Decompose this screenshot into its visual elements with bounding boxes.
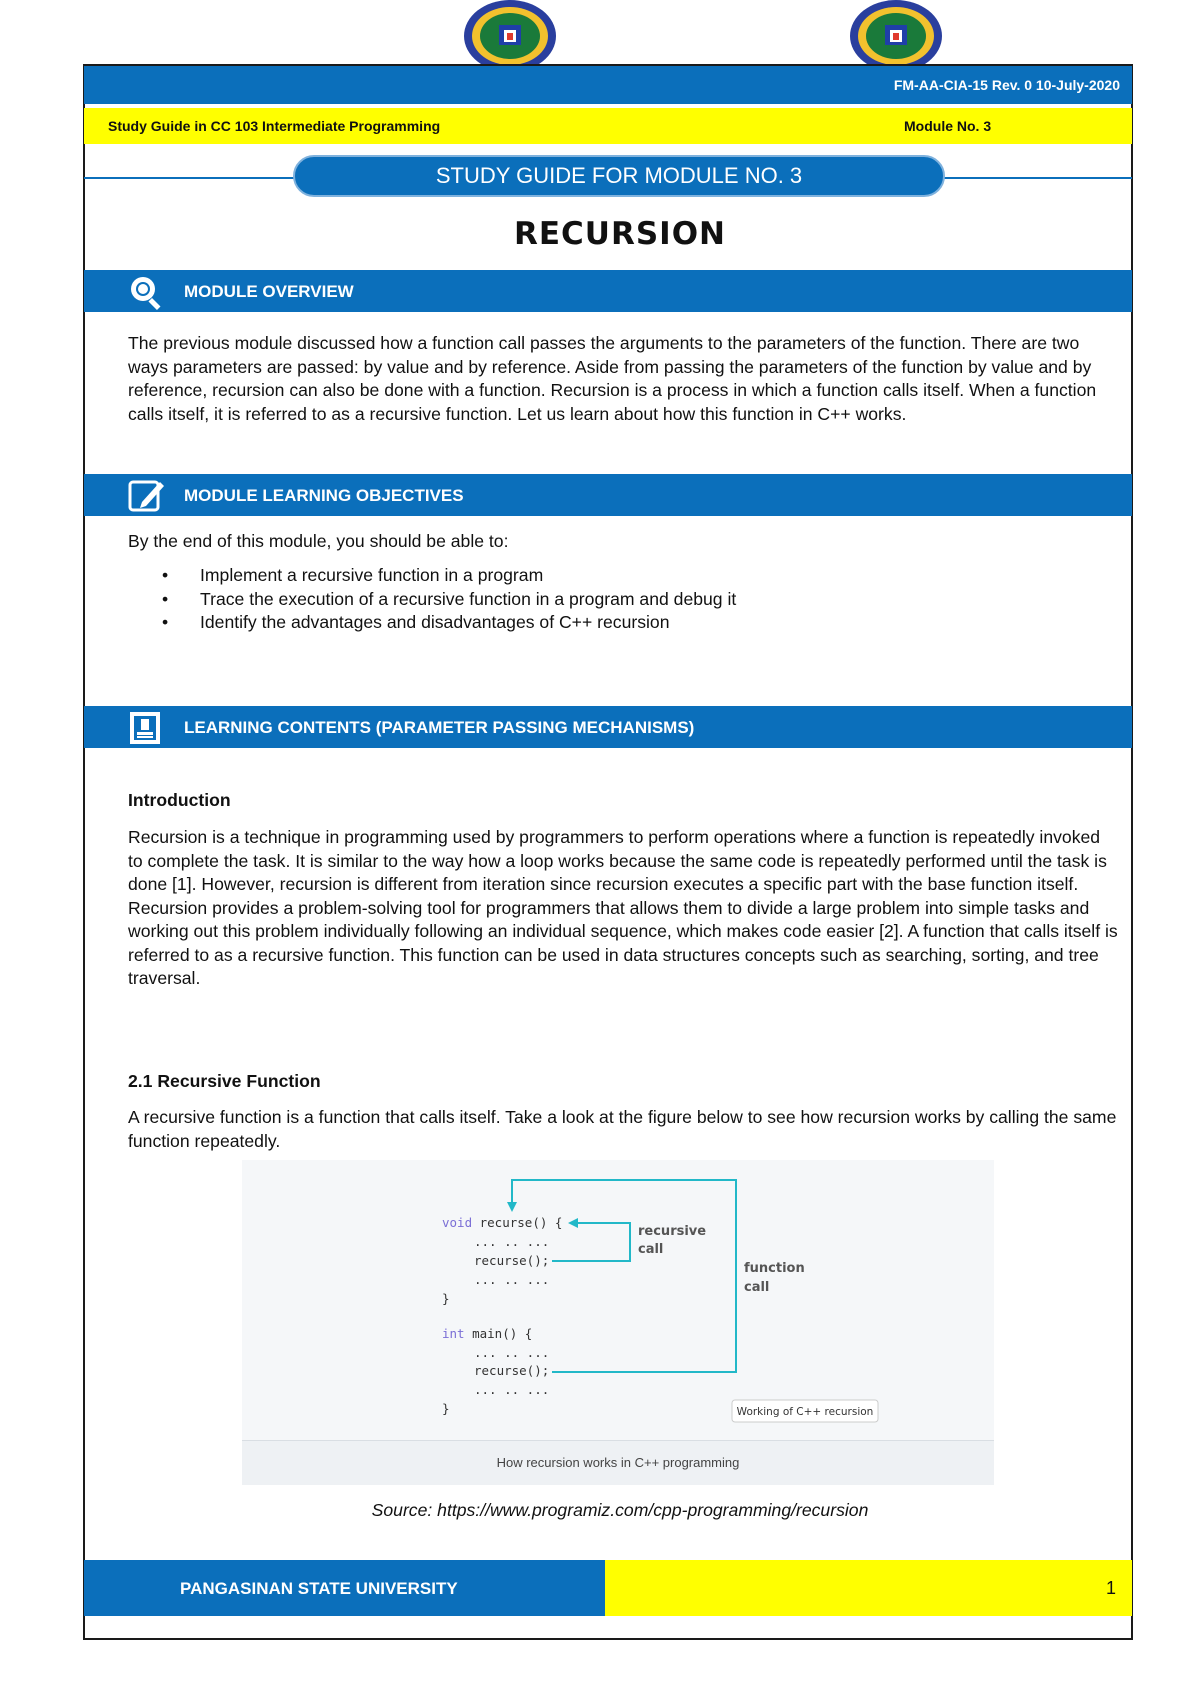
svg-text:int main() { (442, 1326, 532, 1341)
code-dots: ... .. ... (474, 1272, 550, 1287)
code-dots: ... .. ... (474, 1345, 550, 1360)
pencil-square-icon (126, 476, 166, 514)
label-function: function (744, 1261, 805, 1276)
study-guide-banner: STUDY GUIDE FOR MODULE NO. 3 (293, 155, 945, 197)
overview-text: The previous module discussed how a function call passes the arguments to the parameters of the function. There are two ways parameters are passed: by value and by reference. Aside from passing the parameters of the function by value and by reference, recursion can also be done with a function. Recursion is a process in which a function calls itself. When a function calls itself, it is referred to as a recursive function. Let us learn about how this function in C++ works. (128, 333, 1097, 424)
recursion-figure (242, 1160, 994, 1484)
banner-rule-right (942, 177, 1132, 179)
label-function-call: call (744, 1280, 770, 1295)
figure-caption: How recursion works in C++ programming (242, 1440, 994, 1485)
study-guide-label: Study Guide in CC 103 Intermediate Programming (108, 118, 441, 134)
label-recursive-call: call (638, 1242, 664, 1257)
code-close-brace: } (442, 1291, 450, 1306)
recursion-diagram (242, 1160, 994, 1440)
code-close-brace: } (442, 1401, 450, 1416)
introduction-text: Recursion is a technique in programming used by programmers to perform operations where a function is repeatedly invoked to complete the task. It is similar to the way how a loop works because the same code is repeatedly performed until the task is done [1]. However, recursion is different from iteration since recursion executes a specific part with the base function itself. Recursion provides a problem-solving tool for programmers that allows them to divide a large problem into simple tasks and working out this problem individually following an individual sequence, which makes code easier [2]. A function that calls itself is referred to as a recursive function. This function can be used in data structures concepts such as searching, sorting, and tree traversal. (128, 827, 1118, 988)
document-icon (126, 708, 166, 746)
code-main-signature: main() { (464, 1326, 533, 1341)
section-label-contents: LEARNING CONTENTS (PARAMETER PASSING MECHANISMS) (184, 718, 695, 737)
form-code: FM-AA-CIA-15 Rev. 0 10-July-2020 (893, 77, 1120, 93)
banner-rule-left (84, 177, 296, 179)
module-number-label: Module No. 3 (904, 118, 992, 134)
footer-page-bar (605, 1560, 1132, 1616)
page-number: 1 (1105, 1578, 1116, 1598)
objectives-list (128, 564, 736, 635)
code-keyword-int: int (442, 1326, 465, 1341)
code-dots: ... .. ... (474, 1234, 550, 1249)
recursive-function-text: A recursive function is a function that calls itself. Take a look at the figure below to see how recursion works by calling the same function repeatedly. (128, 1107, 1117, 1151)
code-keyword-void: void (442, 1215, 473, 1230)
section-bar-objectives (84, 474, 1132, 516)
code-main-recurse-call: recurse(); (474, 1363, 550, 1378)
code-recurse-call: recurse(); (474, 1253, 550, 1268)
magnifier-icon (126, 272, 166, 310)
section-label-objectives: MODULE LEARNING OBJECTIVES (184, 486, 464, 505)
list-item: • Trace the execution of a recursive function in a program and debug it (128, 588, 736, 612)
code-recurse-signature: recurse() { (472, 1215, 563, 1230)
section-bar-contents (84, 706, 1132, 748)
section-label-overview: MODULE OVERVIEW (184, 282, 354, 301)
code-dots: ... .. ... (474, 1382, 550, 1397)
list-item: • Identify the advantages and disadvantages of C++ recursion (128, 611, 736, 635)
list-item: • Implement a recursive function in a program (128, 564, 736, 588)
objectives-intro: By the end of this module, you should be able to: (128, 531, 509, 551)
recursive-function-heading: 2.1 Recursive Function (128, 1071, 321, 1091)
university-seal-left (462, 0, 558, 72)
figure-source: Source: https://www.programiz.com/cpp-programming/recursion (371, 1500, 869, 1520)
footer-university-bar (84, 1560, 605, 1616)
label-recursive: recursive (638, 1224, 707, 1239)
introduction-heading: Introduction (128, 790, 231, 810)
arrowhead-recursive (568, 1218, 578, 1228)
tooltip-text: Working of C++ recursion (736, 1406, 874, 1418)
arrowhead-function (507, 1202, 517, 1212)
course-bar (84, 108, 1132, 144)
page-title: RECURSION (514, 216, 726, 252)
header-bar (84, 66, 1132, 104)
footer-university: PANGASINAN STATE UNIVERSITY (180, 1579, 458, 1598)
svg-text:void recurse() { (442, 1215, 562, 1230)
section-bar-overview (84, 270, 1132, 312)
university-seal-right (848, 0, 944, 72)
